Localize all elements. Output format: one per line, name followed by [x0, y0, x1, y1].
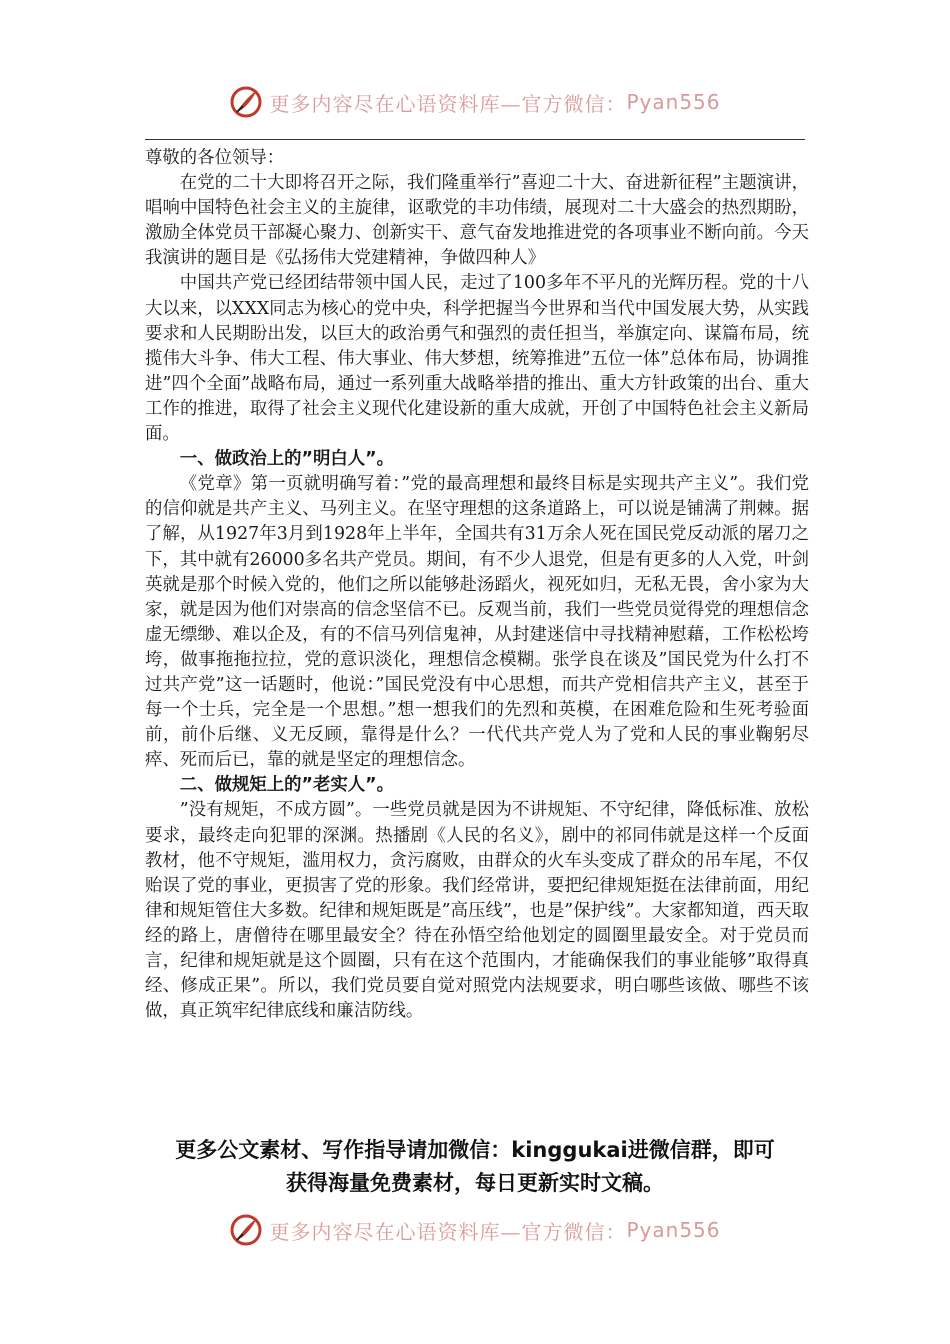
salutation: 尊敬的各位领导： — [145, 148, 285, 168]
banner-wechat-id: Pyan556 — [626, 90, 721, 114]
promo-line-2: 获得海量免费素材，每日更新实时文稿。 — [286, 1171, 664, 1195]
promo-notice — [120, 1134, 830, 1200]
header-banner — [0, 82, 950, 122]
banner-slogan: 更多内容尽在心语资料库—官方微信： — [269, 1219, 627, 1244]
footer-banner — [0, 1210, 950, 1250]
promo-line-1: 更多公文素材、写作指导请加微信：kinggukai进微信群，即可 — [175, 1138, 775, 1162]
section-heading-2: 二、做规矩上的”老实人”。 — [179, 775, 394, 796]
intro-paragraph: 在党的二十大即将召开之际，我们隆重举行”喜迎二十大、奋进新征程”主题演讲，唱响中国特色社会主义的主旋律，讴歌党的丰功伟绩，展现对二十大盛会的热烈期盼，激励全体党员干部凝心聚力、创新实干、意气奋发地推进党的各项事业不断向前。今天我演讲的题目是《弘扬伟大党建精神，争做四种人》 — [145, 173, 809, 269]
banner-slogan: 更多内容尽在心语资料库—官方微信： — [269, 91, 627, 116]
section-heading-1: 一、做政治上的”明白人”。 — [179, 449, 394, 470]
banner-wechat-id: Pyan556 — [626, 1218, 721, 1242]
quill-logo-icon — [229, 1213, 263, 1247]
quill-logo-icon — [229, 85, 263, 119]
section-body-2: ”没有规矩，不成方圆”。一些党员就是因为不讲规矩、不守纪律，降低标准、放松要求，最终走向犯罪的深渊。热播剧《人民的名义》，剧中的祁同伟就是这样一个反面教材，他不守规矩，滥用权力，贪污腐败，由群众的火车头变成了群众的吊车尾，不仅贻误了党的事业，更损害了党的形象。我们经常讲，要把纪律规矩挺在法律前面，用纪律和规矩管住大多数。纪律和规矩既是”高压线”，也是”保护线”。大家都知道，西天取经的路上，唐僧待在哪里最安全？待在孙悟空给他划定的圆圈里最安全。对于党员而言，纪律和规矩就是这个圆圈，只有在这个范围内，才能确保我们的事业能够”取得真经、修成正果”。所以，我们党员要自觉对照党内法规要求，明白哪些该做、哪些不该做，真正筑牢纪律底线和廉洁防线。 — [145, 800, 809, 1022]
document-body — [145, 146, 809, 1024]
header-divider — [145, 139, 805, 140]
section-body-1: 《党章》第一页就明确写着：”党的最高理想和最终目标是实现共产主义”。我们党的信仰就是共产主义、马列主义。在坚守理想的这条道路上，可以说是铺满了荆棘。据了解，从1927年3月到1928年上半年，全国共有31万余人死在国民党反动派的屠刀之下，其中就有26000多名共产党员。期间，有不少人退党，但是有更多的人入党，叶剑英就是那个时候入党的，他们之所以能够赴汤蹈火，视死如归，无私无畏，舍小家为大家，就是因为他们对崇高的信念坚信不已。反观当前，我们一些党员觉得党的理想信念虚无缥缈、难以企及，有的不信马列信鬼神，从封建迷信中寻找精神慰藉，工作松松垮垮，做事拖拖拉拉，党的意识淡化，理想信念模糊。张学良在谈及”国民党为什么打不过共产党”这一话题时，他说：”国民党没有中心思想，而共产党相信共产主义，甚至于每一个士兵，完全是一个思想。”想一想我们的先烈和英模，在困难危险和生死考验面前，前仆后继、义无反顾，靠得是什么？一代代共产党人为了党和人民的事业鞠躬尽瘁、死而后已，靠的就是坚定的理想信念。 — [145, 474, 809, 771]
history-paragraph: 中国共产党已经团结带领中国人民，走过了100多年不平凡的光辉历程。党的十八大以来，以XXX同志为核心的党中央，科学把握当今世界和当代中国发展大势，从实践要求和人民期盼出发，以巨大的政治勇气和强烈的责任担当，举旗定向、谋篇布局，统揽伟大斗争、伟大工程、伟大事业、伟大梦想，统筹推进”五位一体”总体布局，协调推进”四个全面”战略布局，通过一系列重大战略举措的推出、重大方针政策的出台、重大工作的推进，取得了社会主义现代化建设新的重大成就，开创了中国特色社会主义新局面。 — [145, 273, 809, 445]
